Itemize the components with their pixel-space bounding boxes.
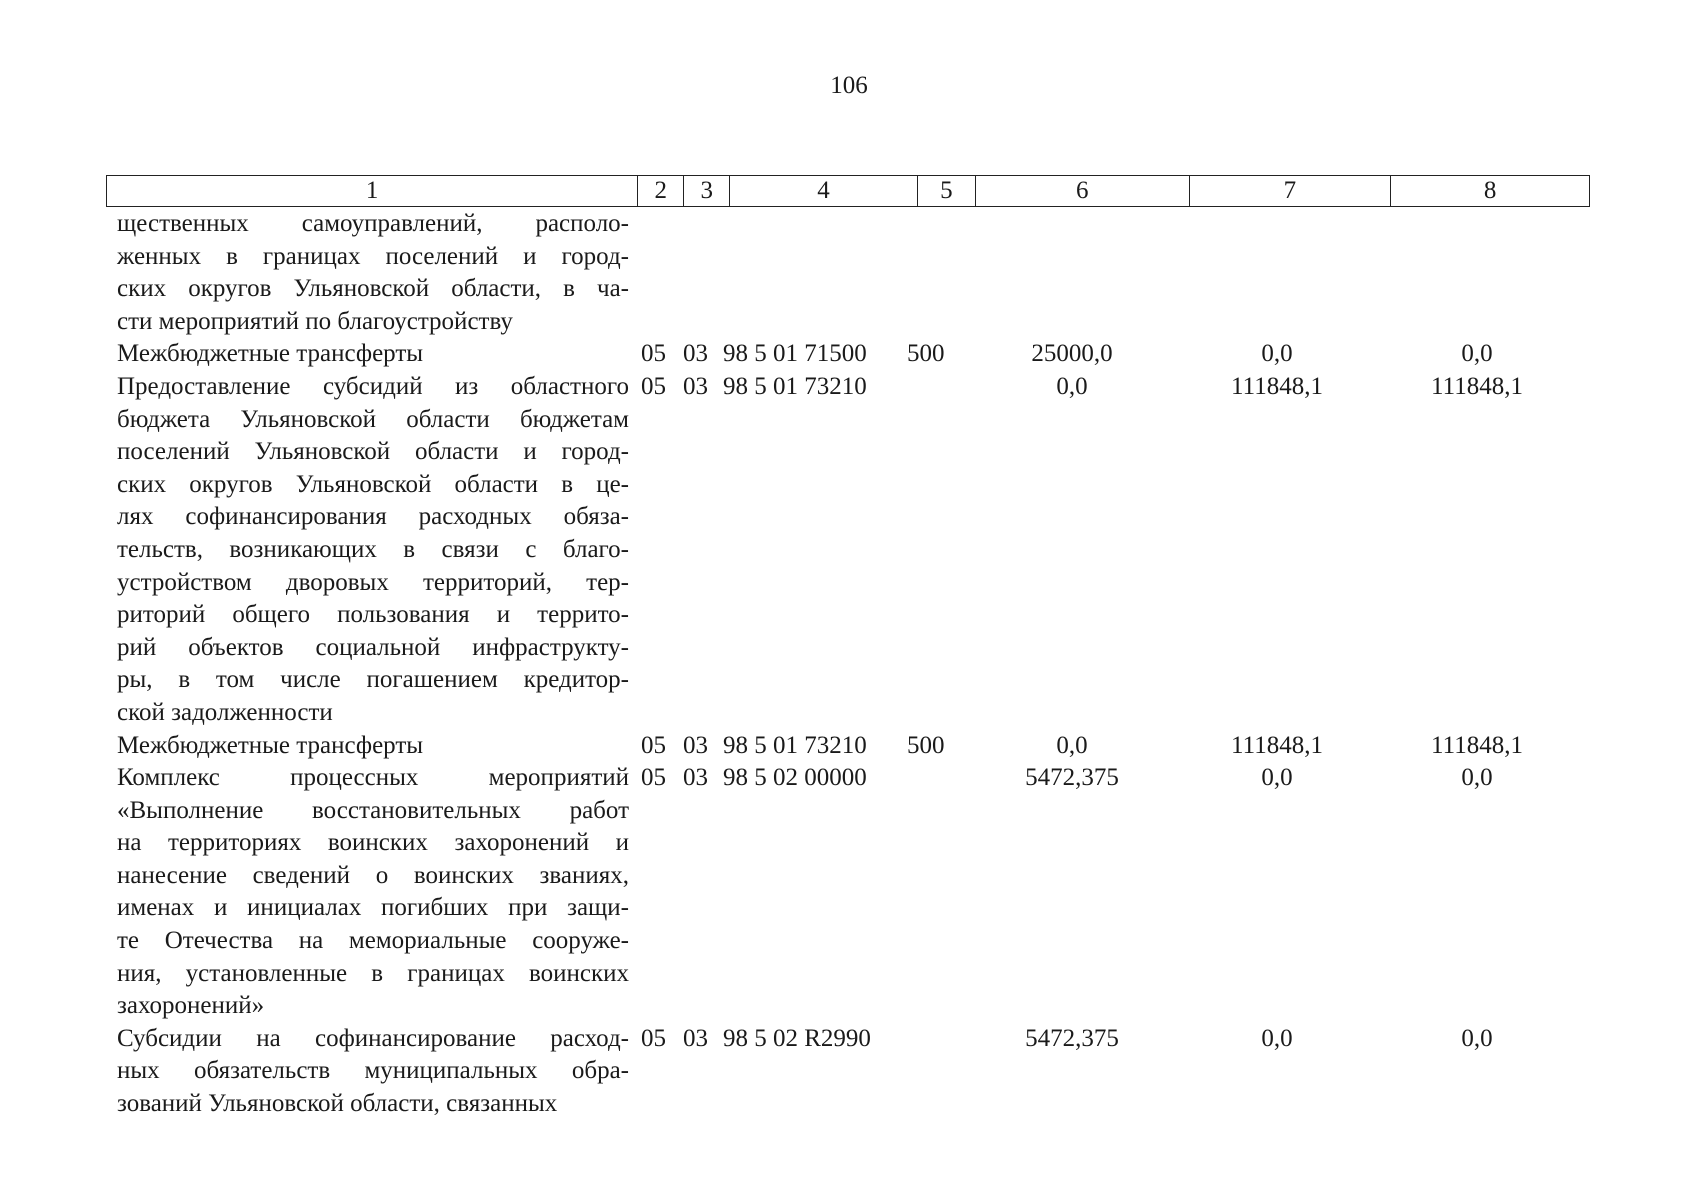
subsection-code: 03	[683, 340, 708, 368]
amount-col-6: 25000,0	[1031, 340, 1113, 368]
amount-col-8: 111848,1	[1431, 372, 1523, 400]
table-row	[117, 371, 1577, 730]
amount-col-6: 5472,375	[1025, 764, 1119, 792]
target-article-code: 98 5 02 00000	[723, 764, 867, 792]
table-header	[106, 175, 1590, 207]
header-col-1: 1	[107, 176, 638, 206]
description-line: тельств, возникающих в связи с благо-	[117, 535, 629, 563]
header-col-2: 2	[638, 176, 684, 206]
description-line: Межбюджетные трансферты	[117, 340, 424, 368]
amount-col-6: 5472,375	[1025, 1024, 1119, 1052]
table-body	[117, 208, 1577, 1121]
description-line: устройством дворовых территорий, тер-	[117, 568, 629, 596]
section-code: 05	[641, 764, 666, 792]
description-line: именах и инициалах погибших при защи-	[117, 894, 629, 922]
subsection-code: 03	[683, 764, 708, 792]
target-article-code: 98 5 02 R2990	[723, 1024, 871, 1052]
header-col-4: 4	[730, 176, 918, 206]
table-row	[117, 730, 1577, 763]
description-line: ния, установленные в границах воинских	[117, 959, 629, 987]
table-row	[117, 208, 1577, 338]
expense-type-code: 500	[907, 731, 945, 759]
description-line: поселений Ульяновской области и город-	[117, 438, 629, 466]
description-line: те Отечества на мемориальные сооруже-	[117, 927, 629, 955]
amount-col-8: 0,0	[1461, 764, 1493, 792]
amount-col-8: 111848,1	[1431, 731, 1523, 759]
row-description	[117, 371, 629, 730]
header-col-6: 6	[976, 176, 1190, 206]
page-number: 106	[830, 72, 868, 99]
description-line: риторий общего пользования и террито-	[117, 601, 629, 629]
description-line: Межбюджетные трансферты	[117, 731, 424, 759]
description-line: сти мероприятий по благоустройству	[117, 307, 513, 335]
description-line: Комплекс процессных мероприятий	[117, 764, 629, 792]
description-line: ской задолженности	[117, 698, 333, 726]
amount-col-7: 111848,1	[1231, 372, 1323, 400]
table-row	[117, 1023, 1577, 1121]
description-line: зований Ульяновской области, связанных	[117, 1090, 558, 1118]
amount-col-7: 0,0	[1261, 764, 1293, 792]
amount-col-8: 0,0	[1461, 340, 1493, 368]
row-description	[117, 762, 629, 1023]
row-description	[117, 208, 629, 338]
section-code: 05	[641, 731, 666, 759]
section-code: 05	[641, 340, 666, 368]
amount-col-6: 0,0	[1056, 731, 1088, 759]
table-row	[117, 338, 1577, 371]
header-col-3: 3	[684, 176, 730, 206]
description-line: ры, в том числе погашением кредитор-	[117, 666, 629, 694]
amount-col-7: 111848,1	[1231, 731, 1323, 759]
subsection-code: 03	[683, 731, 708, 759]
header-col-7: 7	[1190, 176, 1392, 206]
description-line: бюджета Ульяновской области бюджетам	[117, 405, 629, 433]
target-article-code: 98 5 01 73210	[723, 731, 867, 759]
description-line: женных в границах поселений и город-	[117, 242, 629, 270]
amount-col-6: 0,0	[1056, 372, 1088, 400]
row-description	[117, 1023, 629, 1121]
description-line: ных обязательств муниципальных обра-	[117, 1057, 629, 1085]
row-description	[117, 730, 629, 763]
description-line: ских округов Ульяновской области в це-	[117, 470, 629, 498]
target-article-code: 98 5 01 71500	[723, 340, 867, 368]
header-col-5: 5	[918, 176, 976, 206]
description-line: Предоставление субсидий из областного	[117, 372, 629, 400]
description-line: ских округов Ульяновской области, в ча-	[117, 275, 629, 303]
description-line: щественных самоуправлений, располо-	[117, 210, 629, 237]
header-col-8: 8	[1483, 177, 1497, 204]
subsection-code: 03	[683, 1024, 708, 1052]
section-code: 05	[641, 1024, 666, 1052]
expense-type-code: 500	[907, 340, 945, 368]
description-line: рий объектов социальной инфраструкту-	[117, 633, 629, 661]
description-line: лях софинансирования расходных обяза-	[117, 503, 629, 531]
description-line: захоронений»	[117, 992, 265, 1020]
description-line: «Выполнение восстановительных работ	[117, 796, 629, 824]
description-line: Субсидии на софинансирование расход-	[117, 1024, 629, 1052]
description-line: на территориях воинских захоронений и	[117, 829, 629, 857]
table-row	[117, 762, 1577, 1023]
description-line: нанесение сведений о воинских званиях,	[117, 861, 629, 889]
amount-col-7: 0,0	[1261, 340, 1293, 368]
subsection-code: 03	[683, 372, 708, 400]
row-description	[117, 338, 629, 371]
target-article-code: 98 5 01 73210	[723, 372, 867, 400]
amount-col-8: 0,0	[1461, 1024, 1493, 1052]
amount-col-7: 0,0	[1261, 1024, 1293, 1052]
section-code: 05	[641, 372, 666, 400]
